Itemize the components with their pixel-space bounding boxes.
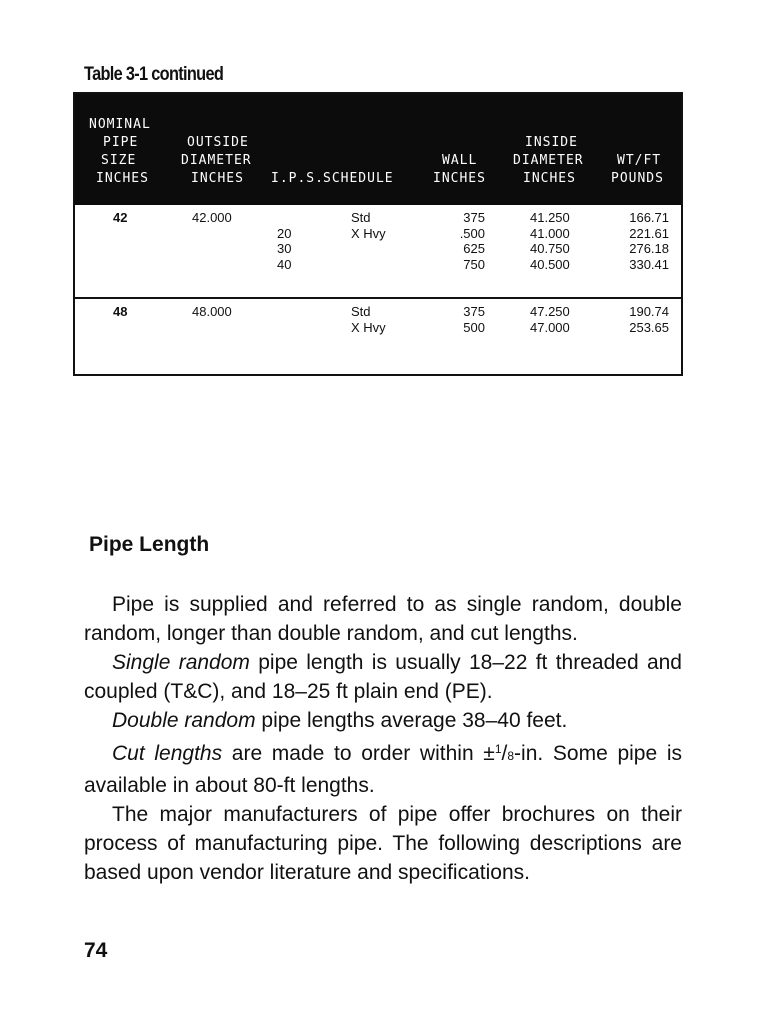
inside-diameter-cell: 41.250 41.000 40.750 40.500 xyxy=(530,210,570,272)
outside-diameter-cell: 42.000 xyxy=(192,210,232,225)
page-number: 74 xyxy=(84,939,108,962)
table-caption: Table 3-1 continued xyxy=(84,64,224,85)
header-outside-diameter: OUTSIDE DIAMETER INCHES xyxy=(181,135,252,186)
table-header xyxy=(75,94,681,205)
paragraph-3: Double random pipe lengths average 38–40 feet. xyxy=(112,709,568,732)
weight-cell: 166.71 221.61 276.18 330.41 xyxy=(629,210,669,272)
header-nominal-pipe-size: NOMINAL PIPE SIZE INCHES xyxy=(89,117,151,186)
section-body xyxy=(84,590,682,887)
outside-diameter-cell: 48.000 xyxy=(192,304,232,319)
header-wall: WALL INCHES xyxy=(433,153,486,186)
paragraph-5: The major manufacturers of pipe offer brochures on their process of manufacturing pipe. The following descriptions are based upon vendor literature and specifications. xyxy=(84,803,682,884)
ips-cell: 20 30 40 xyxy=(277,225,292,272)
wall-cell: 375 .500 625 750 xyxy=(459,210,485,272)
nominal-size-cell: 42 xyxy=(113,210,128,225)
header-ips: I.P.S. xyxy=(271,171,324,186)
header-inside-diameter: INSIDE DIAMETER INCHES xyxy=(513,135,584,186)
inside-diameter-cell: 47.250 47.000 xyxy=(530,304,570,335)
wall-cell: 375 500 xyxy=(463,304,485,335)
paragraph-2: Single random pipe length is usually 18–22 ft threaded and coupled (T&C), and 18–25 ft plain end (PE). xyxy=(84,651,682,703)
schedule-cell: Std X Hvy xyxy=(351,210,386,241)
header-weight-per-foot: WT/FT POUNDS xyxy=(611,153,664,186)
table-row-group-48 xyxy=(75,299,681,374)
header-schedule: SCHEDULE xyxy=(323,171,394,186)
nominal-size-cell: 48 xyxy=(113,304,128,319)
pipe-data-table xyxy=(73,92,683,376)
weight-cell: 190.74 253.65 xyxy=(629,304,669,335)
schedule-cell: Std X Hvy xyxy=(351,304,386,335)
paragraph-1: Pipe is supplied and referred to as single random, double random, longer than double random, and cut lengths. xyxy=(84,593,682,645)
paragraph-4: Cut lengths are made to order within ±$^1$/8-in. Some pipe is available in about 80-ft lengths. xyxy=(84,742,682,797)
table-row-group-42 xyxy=(75,205,681,299)
section-title: Pipe Length xyxy=(89,533,210,556)
